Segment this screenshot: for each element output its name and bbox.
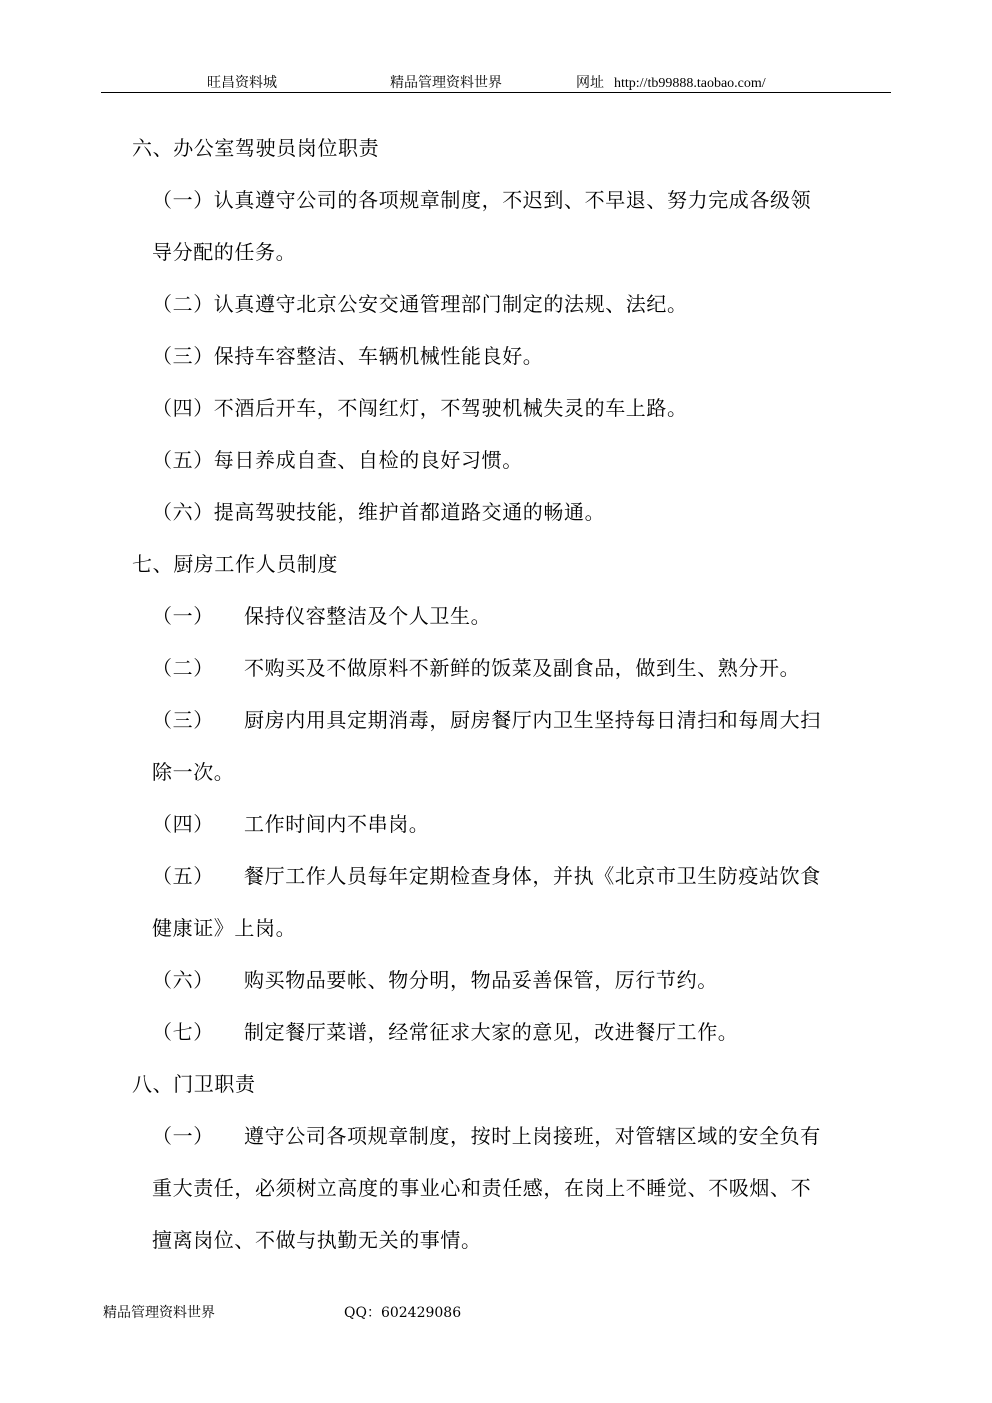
- header-left-text: 旺昌资料城: [207, 75, 277, 91]
- paragraph-line: （六）提高驾驶技能，维护首都道路交通的畅通。: [152, 500, 606, 524]
- section-title: 七、厨房工作人员制度: [132, 552, 338, 576]
- item-number: （二）: [152, 656, 214, 680]
- paragraph-line: [152, 1019, 738, 1045]
- paragraph-line: [152, 967, 718, 993]
- paragraph-line: 健康证》上岗。: [152, 916, 297, 940]
- item-text: 制定餐厅菜谱，经常征求大家的意见，改进餐厅工作。: [244, 1020, 739, 1044]
- paragraph-line: 重大责任，必须树立高度的事业心和责任感，在岗上不睡觉、不吸烟、不: [152, 1176, 812, 1200]
- item-text: 购买物品要帐、物分明，物品妥善保管，厉行节约。: [244, 968, 718, 992]
- item-text: 不购买及不做原料不新鲜的饭菜及副食品，做到生、熟分开。: [244, 656, 801, 680]
- item-number: （三）: [152, 708, 214, 732]
- section-title: 八、门卫职责: [132, 1072, 256, 1096]
- item-number: （一）: [152, 1124, 214, 1148]
- item-number: （五）: [152, 864, 214, 888]
- header-url-label: 网址: [576, 75, 604, 91]
- item-number: （一）: [152, 604, 214, 628]
- footer-qq-text: QQ：602429086: [344, 1305, 462, 1321]
- header-url: http://tb99888.taobao.com/: [614, 76, 766, 91]
- header-right: [576, 72, 766, 92]
- paragraph-line: [152, 707, 821, 733]
- item-text: 工作时间内不串岗。: [244, 812, 430, 836]
- paragraph-line: （二）认真遵守北京公安交通管理部门制定的法规、法纪。: [152, 292, 688, 316]
- paragraph-line: [152, 1123, 821, 1149]
- item-text: 厨房内用具定期消毒，厨房餐厅内卫生坚持每日清扫和每周大扫: [244, 708, 821, 732]
- footer-left-text: 精品管理资料世界: [103, 1305, 215, 1321]
- item-text: 保持仪容整洁及个人卫生。: [244, 604, 492, 628]
- paragraph-line: （三）保持车容整洁、车辆机械性能良好。: [152, 344, 544, 368]
- section-title: 六、办公室驾驶员岗位职责: [132, 136, 380, 160]
- item-text: 遵守公司各项规章制度，按时上岗接班，对管辖区域的安全负有: [244, 1124, 821, 1148]
- paragraph-line: （四）不酒后开车，不闯红灯，不驾驶机械失灵的车上路。: [152, 396, 688, 420]
- paragraph-line: 擅离岗位、不做与执勤无关的事情。: [152, 1228, 482, 1252]
- item-text: 餐厅工作人员每年定期检查身体，并执《北京市卫生防疫站饮食: [244, 864, 821, 888]
- paragraph-line: （一）认真遵守公司的各项规章制度，不迟到、不早退、努力完成各级领: [152, 188, 812, 212]
- paragraph-line: 导分配的任务。: [152, 240, 297, 264]
- paragraph-line: [152, 603, 491, 629]
- header-rule: [101, 92, 891, 93]
- header-middle-text: 精品管理资料世界: [390, 75, 502, 91]
- item-number: （六）: [152, 968, 214, 992]
- paragraph-line: [152, 811, 429, 837]
- paragraph-line: [152, 863, 821, 889]
- paragraph-line: 除一次。: [152, 760, 235, 784]
- item-number: （七）: [152, 1020, 214, 1044]
- page-header: [0, 72, 992, 92]
- paragraph-line: （五）每日养成自查、自检的良好习惯。: [152, 448, 523, 472]
- item-number: （四）: [152, 812, 214, 836]
- paragraph-line: [152, 655, 800, 681]
